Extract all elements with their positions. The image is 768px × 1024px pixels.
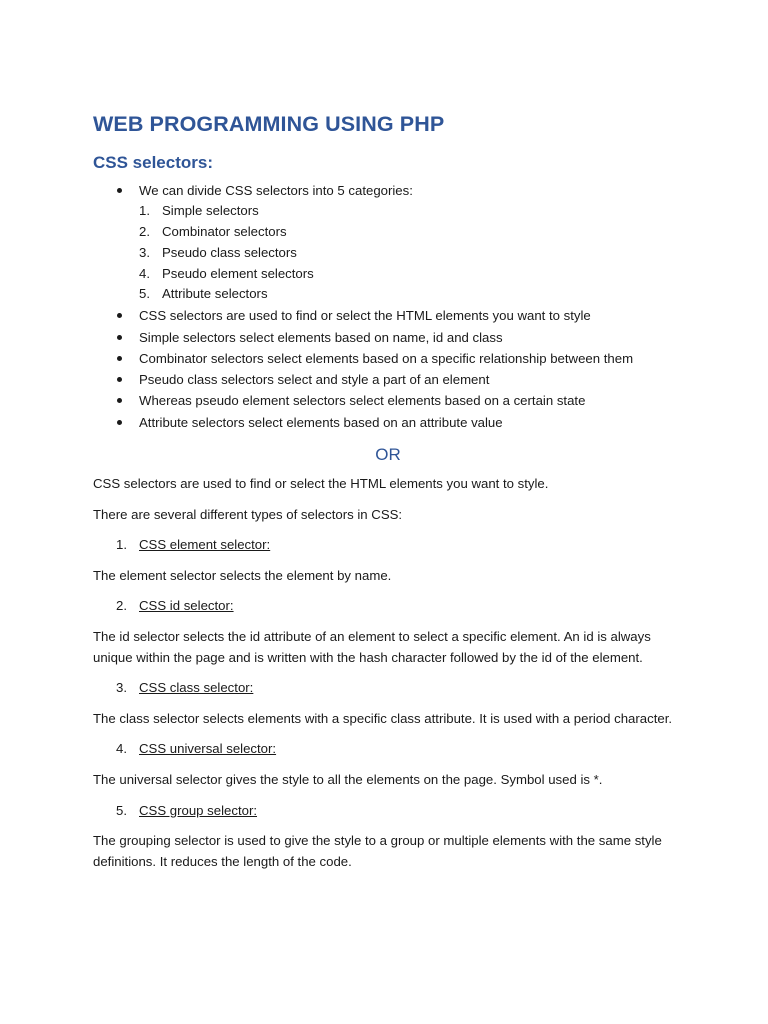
bullet-icon <box>117 313 122 318</box>
heading-text: CSS group selector: <box>139 802 258 818</box>
bullet-list <box>93 180 683 201</box>
category-number: 2. <box>139 224 150 240</box>
bullet-icon <box>117 335 122 340</box>
category-text: Combinator selectors <box>162 224 287 240</box>
bullet-icon <box>117 377 122 382</box>
bullet-item <box>93 369 683 390</box>
heading-number: 5. <box>116 802 127 818</box>
bullet-text: Simple selectors select elements based on name, id and class <box>139 329 503 345</box>
bullet-item <box>93 390 683 411</box>
heading-text: CSS id selector: <box>139 598 234 614</box>
document-page <box>93 108 683 872</box>
paragraph: The grouping selector is used to give the style to a group or multiple elements with the same style definitions. It reduces the length of the code. <box>93 833 662 869</box>
numbered-heading <box>93 801 683 822</box>
paragraph: There are several different types of selectors in CSS: <box>93 506 403 522</box>
paragraph: The id selector selects the id attribute of an element to select a specific element. An id is always unique within the page and is written with the hash character followed by the id of the element. <box>93 629 651 665</box>
numbered-heading <box>93 535 683 556</box>
bullet-icon <box>117 356 122 361</box>
bullet-item <box>93 180 683 201</box>
bullet-text: We can divide CSS selectors into 5 categories: <box>139 183 413 198</box>
bullet-item <box>93 348 683 369</box>
bullet-text: Combinator selectors select elements based on a specific relationship between them <box>139 350 634 366</box>
paragraph: CSS selectors are used to find or select the HTML elements you want to style. <box>93 476 549 492</box>
category-number: 3. <box>139 244 150 260</box>
category-list <box>93 201 683 305</box>
heading-text: CSS element selector: <box>139 537 271 553</box>
category-number: 1. <box>139 203 150 219</box>
category-number: 4. <box>139 265 150 281</box>
paragraph: The element selector selects the element by name. <box>93 567 392 583</box>
section-subtitle: CSS selectors: <box>93 153 213 172</box>
bullet-item <box>93 412 683 433</box>
bullet-text: Pseudo class selectors select and style a part of an element <box>139 372 490 388</box>
heading-number: 1. <box>116 537 127 553</box>
bullet-text: CSS selectors are used to find or select the HTML elements you want to style <box>139 308 591 324</box>
heading-number: 3. <box>116 680 127 696</box>
numbered-heading <box>93 678 683 699</box>
heading-text: CSS universal selector: <box>139 741 277 757</box>
heading-number: 4. <box>116 741 127 757</box>
heading-number: 2. <box>116 598 127 614</box>
bullet-icon <box>117 188 122 193</box>
bullet-text: Attribute selectors select elements based on an attribute value <box>139 414 503 430</box>
numbered-heading <box>93 596 683 617</box>
document-title: WEB PROGRAMMING USING PHP <box>93 112 445 136</box>
heading-text: CSS class selector: <box>139 680 254 696</box>
paragraph: The universal selector gives the style to all the elements on the page. Symbol used is *. <box>93 772 603 787</box>
category-text: Pseudo element selectors <box>162 265 314 281</box>
category-item <box>93 201 683 222</box>
bullet-icon <box>117 420 122 425</box>
category-text: Attribute selectors <box>162 286 268 302</box>
category-item <box>93 243 683 264</box>
category-item <box>93 264 683 285</box>
category-text: Pseudo class selectors <box>162 244 297 260</box>
bullet-item <box>93 305 683 326</box>
category-item <box>93 222 683 243</box>
bullet-icon <box>117 398 122 403</box>
numbered-heading <box>93 739 683 760</box>
category-number: 5. <box>139 286 150 302</box>
category-text: Simple selectors <box>162 203 259 219</box>
bullet-list <box>93 305 683 433</box>
paragraph: The class selector selects elements with a specific class attribute. It is used with a period character. <box>93 710 673 726</box>
category-item <box>93 284 683 305</box>
bullet-item <box>93 327 683 348</box>
bullet-text: Whereas pseudo element selectors select elements based on a certain state <box>139 393 586 409</box>
or-divider: OR <box>375 445 401 465</box>
